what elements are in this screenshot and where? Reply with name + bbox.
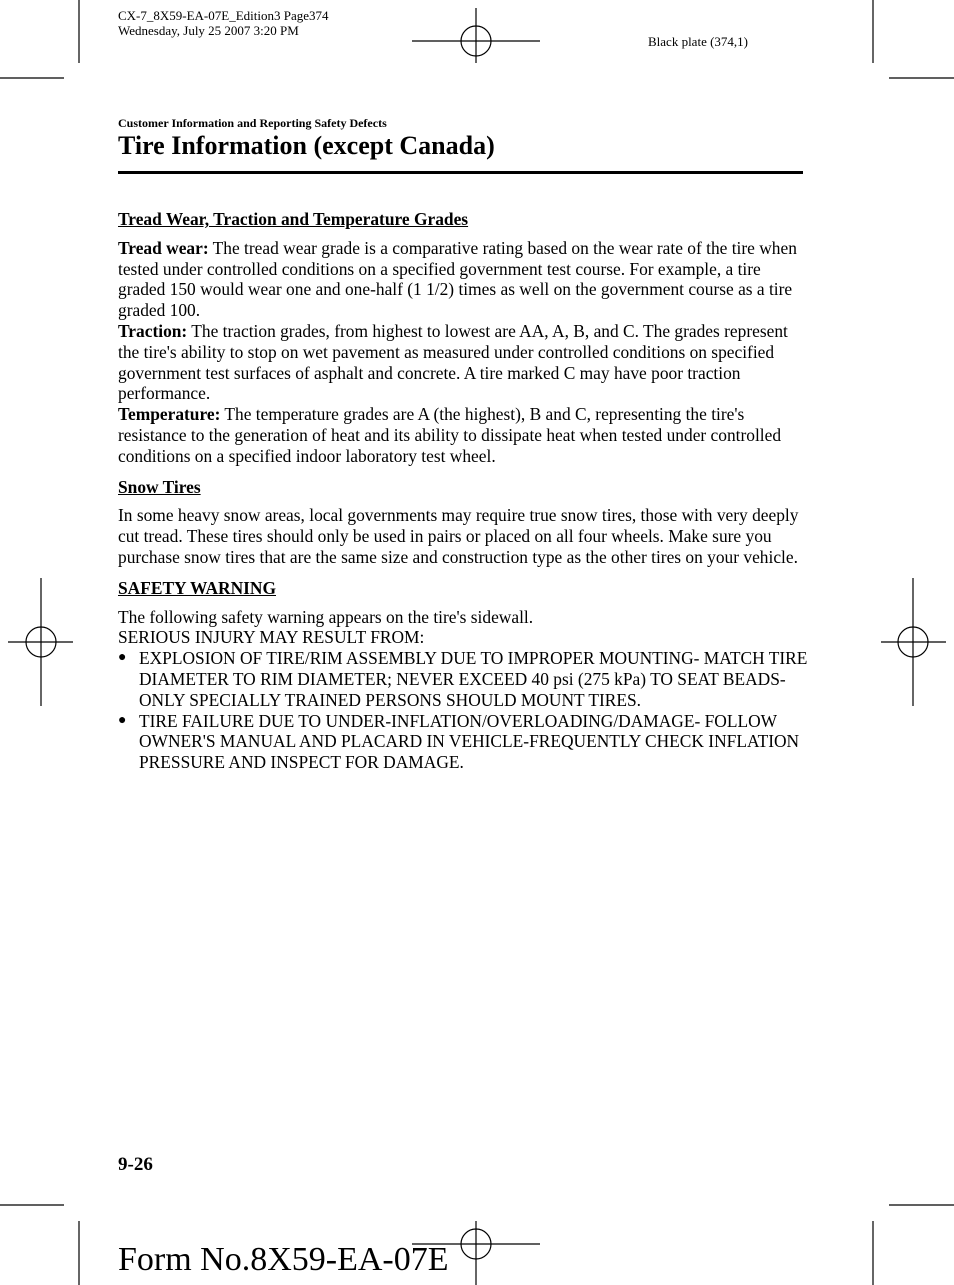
print-slug [118, 8, 329, 38]
page-number: 9-26 [118, 1154, 153, 1175]
grades-heading: Tread Wear, Traction and Temperature Grades [118, 209, 469, 229]
title-rule [118, 171, 803, 174]
traction-paragraph [118, 321, 808, 404]
safety-heading: SAFETY WARNING [118, 577, 276, 598]
safety-list [118, 648, 808, 773]
plate-label: Black plate (374,1) [648, 34, 748, 49]
temperature-text: The temperature grades are A (the highest), B and C, representing the tire's resistance to the generation of heat and its ability to dissipate heat when tested under controlled conditions on a specified indoor laboratory test wheel. [118, 404, 782, 466]
snow-paragraph: In some heavy snow areas, local governments may require true snow tires, those with very deeply cut tread. These tires should only be used in pairs or placed on all four wheels. Make sure you purchase snow tires that are the same size and construction type as the other tires on your vehicle. [118, 505, 799, 567]
traction-text: The traction grades, from highest to lowest are AA, A, B, and C. The grades represent the tire's ability to stop on wet pavement as measured under controlled conditions on specified government test surfaces of asphalt and concrete. A tire marked C may have poor traction performance. [118, 320, 788, 404]
list-item [118, 648, 808, 710]
bullet-icon: ● [118, 712, 127, 728]
safety-item-2: TIRE FAILURE DUE TO UNDER-INFLATION/OVERLOADING/DAMAGE- FOLLOW OWNER'S MANUAL AND PLACARD IN VEHICLE-FREQUENTLY CHECK INFLATION PRESSURE AND INSPECT FOR DAMAGE. [139, 710, 800, 773]
tread-wear-label: Tread wear: [118, 237, 209, 258]
safety-line-2: SERIOUS INJURY MAY RESULT FROM: [118, 627, 425, 648]
safety-item-1: EXPLOSION OF TIRE/RIM ASSEMBLY DUE TO IMPROPER MOUNTING- MATCH TIRE DIAMETER TO RIM DIAMETER; NEVER EXCEED 40 psi (275 kPa) TO SEAT BEADS-ONLY SPECIALLY TRAINED PERSONS SHOULD MOUNT TIRES. [139, 648, 808, 710]
slug-line-1: CX-7_8X59-EA-07E_Edition3 Page374 [118, 8, 329, 23]
form-number: Form No.8X59-EA-07E [118, 1241, 449, 1278]
section-header: Customer Information and Reporting Safety Defects [118, 116, 387, 130]
temperature-paragraph [118, 404, 808, 466]
list-item [118, 711, 808, 773]
bullet-icon: ● [118, 650, 127, 666]
page-title: Tire Information (except Canada) [118, 131, 495, 160]
tread-wear-text: The tread wear grade is a comparative rating based on the wear rate of the tire when tested under controlled conditions on a specified government test course. For example, a tire graded 150 would wear one and one-half (1 1/2) times as well on the government course as a tire graded 100. [118, 237, 797, 321]
page-content [118, 209, 808, 773]
temperature-label: Temperature: [118, 404, 221, 425]
slug-line-2: Wednesday, July 25 2007 3:20 PM [118, 23, 299, 38]
snow-heading: Snow Tires [118, 476, 201, 497]
traction-label: Traction: [118, 320, 188, 341]
tread-wear-paragraph [118, 238, 808, 321]
safety-line-1: The following safety warning appears on the tire's sidewall. [118, 606, 534, 627]
